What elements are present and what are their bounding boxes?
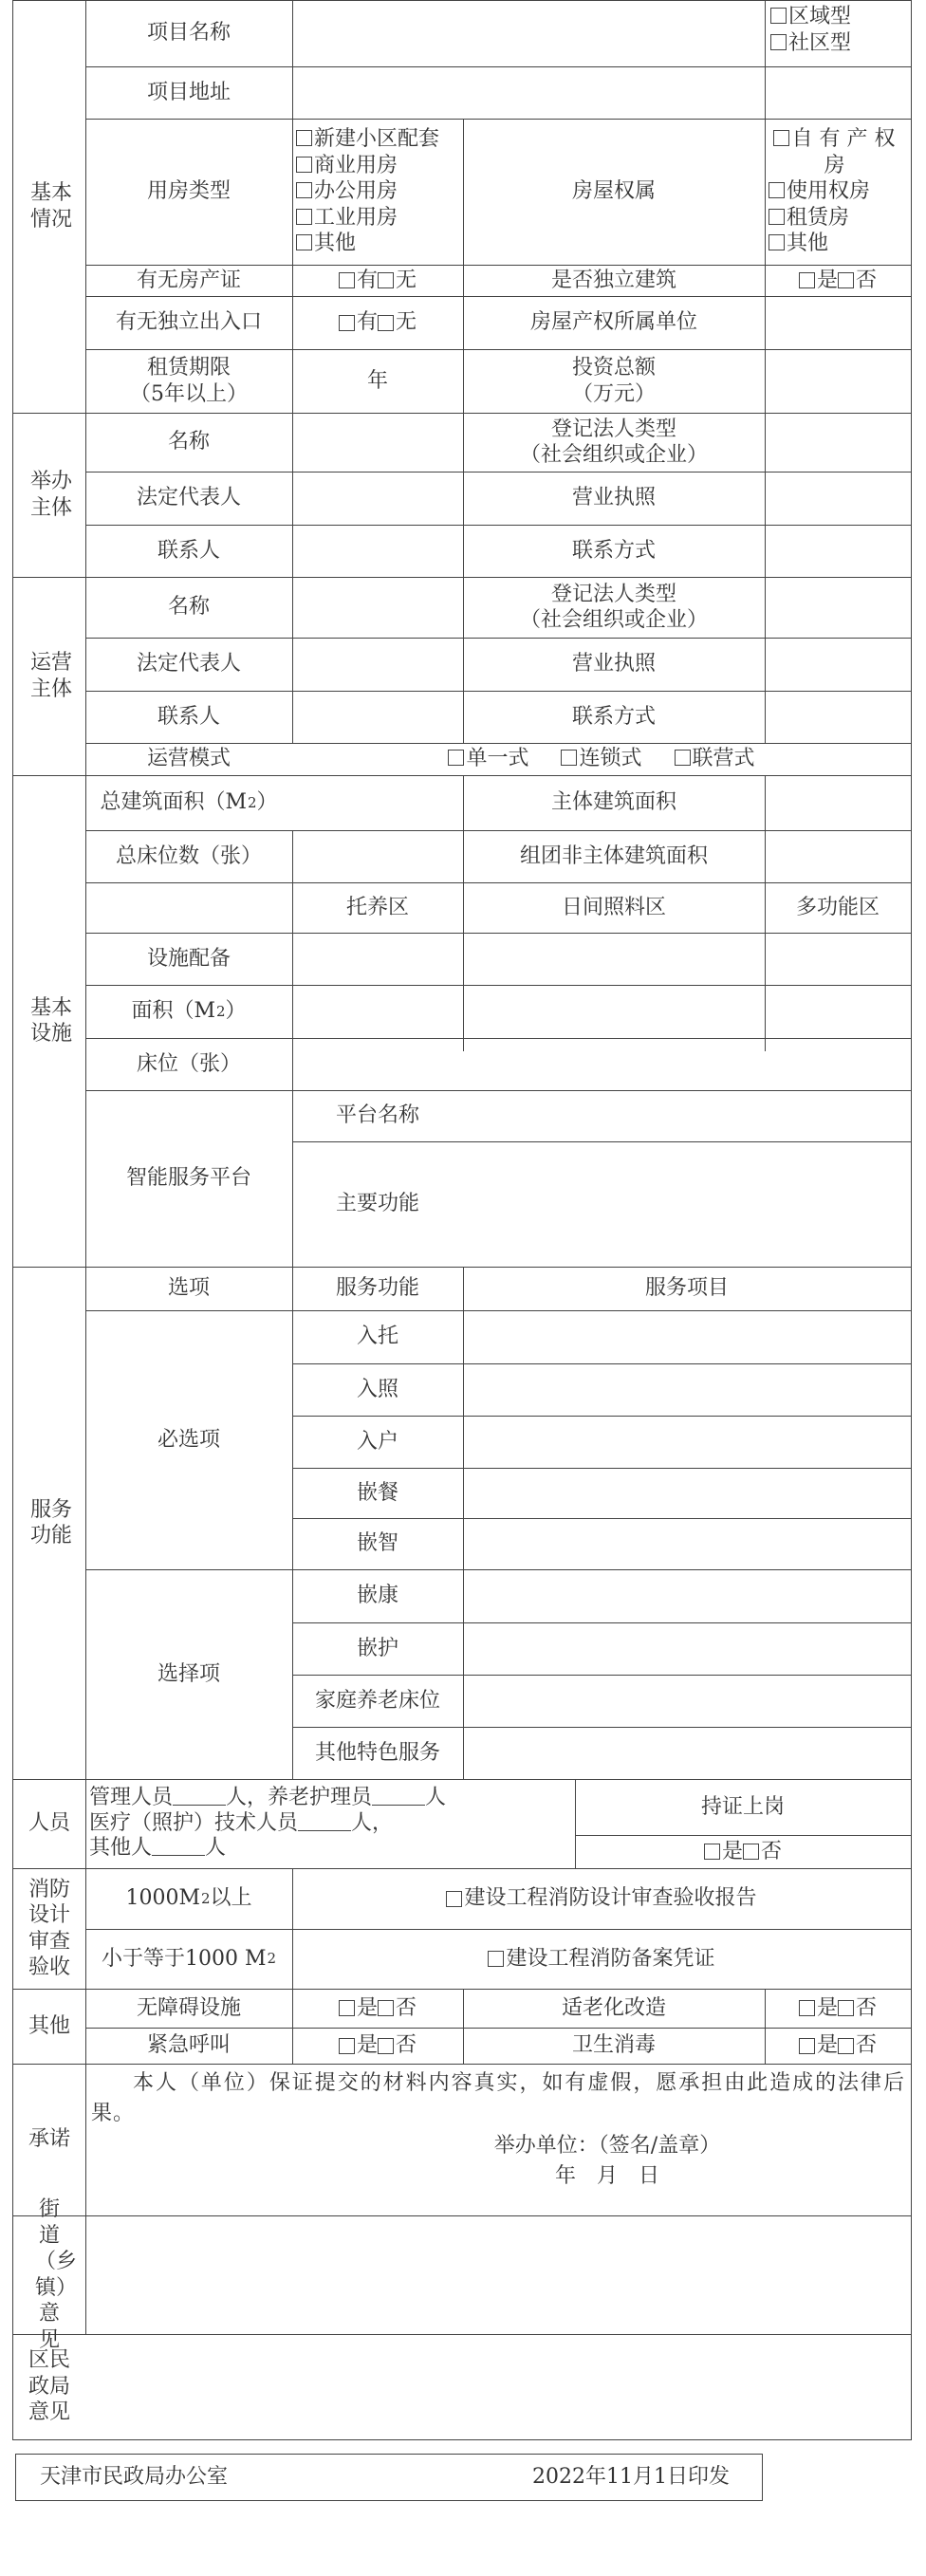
sanitation-options[interactable]: 是 否 (765, 2028, 911, 2064)
table-border-left (12, 0, 13, 2440)
checkbox-icon[interactable] (773, 130, 789, 146)
total-beds-value[interactable] (292, 830, 463, 882)
header-service-function: 服务功能 (335, 1276, 419, 1301)
option-property-use[interactable]: 使用权房 (769, 178, 870, 205)
option-regional[interactable]: 区域型 (770, 4, 851, 30)
project-address-value[interactable] (292, 66, 911, 119)
header-care-area: 托养区 (345, 895, 409, 919)
barrier-free-options[interactable]: 是 否 (292, 1989, 463, 2028)
sponsor-legal-rep-value[interactable] (292, 472, 463, 525)
street-opinion-field[interactable] (87, 2217, 909, 2332)
personnel-line-1: 管理人员 人，养老护理员 人 (89, 1785, 447, 1809)
section-personnel: 人员 (28, 1811, 70, 1836)
label-has-cert: 有无房产证 (136, 268, 241, 292)
option-housing-commercial[interactable]: 商业用房 (296, 153, 398, 179)
checkbox-icon[interactable] (838, 272, 854, 288)
option-housing-office[interactable]: 办公用房 (296, 178, 398, 205)
label-barrier-free: 无障碍设施 (136, 1995, 241, 2020)
header-service-item: 服务项目 (644, 1276, 729, 1301)
sponsor-license-value[interactable] (765, 472, 911, 525)
checkbox-icon[interactable] (296, 182, 312, 198)
commitment-date: 年 月 日 (554, 2164, 659, 2189)
operator-legal-type-value[interactable] (765, 577, 911, 638)
operator-license-value[interactable] (765, 638, 911, 691)
commitment-signature: 举办单位：（签名/盖章） (493, 2134, 721, 2159)
section-street-opinion: 街道（乡镇）意见 (35, 2197, 78, 2352)
label-independent-building: 是否独立建筑 (550, 268, 676, 292)
bureau-opinion-field[interactable] (87, 2336, 909, 2438)
checkbox-icon[interactable] (769, 234, 785, 250)
service-required-2: 入照 (356, 1377, 398, 1401)
section-other: 其他 (28, 2013, 70, 2038)
label-has-entrance: 有无独立出入口 (115, 310, 262, 335)
table-border-right (911, 0, 912, 2440)
label-operator-legal-rep: 法定代表人 (136, 652, 241, 676)
header-option: 选项 (167, 1276, 210, 1301)
operator-contact-method-value[interactable] (765, 691, 911, 743)
label-operator-contact-method: 联系方式 (571, 704, 656, 729)
checkbox-icon[interactable] (769, 209, 785, 225)
sponsor-legal-type-value[interactable] (765, 413, 911, 472)
independent-building-options[interactable]: 是 否 (765, 265, 911, 296)
section-fire: 消防设计审查验收 (28, 1877, 70, 1979)
checkbox-icon[interactable] (378, 315, 394, 331)
label-investment: 投资总额 （万元） (571, 356, 656, 406)
service-required-4: 嵌餐 (356, 1480, 398, 1505)
label-project-address: 项目地址 (146, 80, 231, 104)
investment-value[interactable] (765, 349, 911, 413)
sponsor-contact-value[interactable] (292, 525, 463, 577)
label-equipment: 设施配备 (146, 946, 231, 971)
aging-renovation-options[interactable]: 是 否 (765, 1989, 911, 2028)
checkbox-icon[interactable] (704, 1844, 720, 1860)
checkbox-icon[interactable] (378, 272, 394, 288)
property-right-options[interactable] (769, 119, 909, 265)
header-multi-function-area: 多功能区 (795, 895, 880, 919)
checkbox-icon[interactable] (448, 750, 464, 766)
service-required-5: 嵌智 (356, 1531, 398, 1556)
option-fire-acceptance-report[interactable]: 建设工程消防设计审查验收报告 (292, 1868, 911, 1929)
footer-office: 天津市民政局办公室 (40, 2465, 229, 2490)
checkbox-icon[interactable] (339, 272, 355, 288)
option-housing-other[interactable]: 其他 (296, 231, 356, 257)
label-main-function: 主要功能 (335, 1192, 419, 1216)
has-cert-options[interactable]: 有 无 (292, 265, 463, 296)
label-sponsor-contact-method: 联系方式 (571, 538, 656, 563)
label-sponsor-name: 名称 (167, 430, 210, 454)
medical-count-blank[interactable] (298, 1813, 351, 1831)
option-housing-new-community[interactable]: 新建小区配套 (296, 126, 439, 153)
label-under-1000: 小于等于1000 M 2 (101, 1946, 277, 1971)
section-basic-info: 基本情况 (29, 181, 72, 232)
checkbox-icon[interactable] (561, 750, 577, 766)
section-sponsor: 举办主体 (29, 470, 72, 520)
certified-options[interactable]: 是 否 (575, 1835, 911, 1868)
grid-line (12, 2064, 912, 2065)
service-optional-1: 嵌康 (356, 1584, 398, 1608)
label-sponsor-legal-rep: 法定代表人 (136, 486, 241, 510)
checkbox-icon[interactable] (378, 2000, 394, 2016)
label-operator-legal-type: 登记法人类型 （社会组织或企业） (519, 582, 708, 632)
option-chain-mode[interactable]: 连锁式 (561, 746, 641, 772)
operator-name-value[interactable] (292, 577, 463, 638)
checkbox-icon[interactable] (339, 315, 355, 331)
label-total-area: 总建筑面积（M 2 ） (100, 790, 278, 815)
label-platform-name: 平台名称 (335, 1103, 419, 1128)
label-operator-name: 名称 (167, 595, 210, 620)
option-community[interactable]: 社区型 (770, 30, 851, 57)
checkbox-icon[interactable] (769, 182, 785, 198)
label-required: 必选项 (157, 1427, 220, 1452)
checkbox-icon[interactable] (488, 1951, 504, 1967)
label-property-right: 房屋权属 (571, 179, 656, 204)
checkbox-community[interactable] (770, 34, 787, 50)
option-property-other[interactable]: 其他 (769, 231, 828, 257)
checkbox-icon[interactable] (799, 2000, 815, 2016)
checkbox-icon[interactable] (838, 2038, 854, 2054)
grid-line (463, 1267, 464, 1780)
checkbox-icon[interactable] (378, 2038, 394, 2054)
label-operator-contact: 联系人 (157, 704, 220, 729)
label-beds: 床位（张） (136, 1051, 241, 1076)
section-bureau-opinion: 区民政局意见 (28, 2348, 70, 2425)
project-name-value[interactable] (292, 0, 765, 66)
section-commitment: 承诺 (28, 2127, 70, 2152)
checkbox-icon[interactable] (296, 130, 312, 146)
table-border-bottom (12, 2439, 912, 2440)
label-optional: 选择项 (157, 1661, 220, 1686)
label-project-name: 项目名称 (146, 21, 231, 46)
label-lease-term: 租赁期限 （5年以上） (130, 356, 248, 406)
commitment-text: 本人（单位）保证提交的材料内容真实，如有虚假，愿承担由此造成的法律后果。 (91, 2071, 905, 2125)
owner-unit-value[interactable] (765, 296, 911, 349)
has-entrance-options[interactable]: 有 无 (292, 296, 463, 349)
label-main-area: 主体建筑面积 (550, 790, 676, 815)
group-area-value[interactable] (765, 830, 911, 882)
project-type-options[interactable] (770, 4, 908, 63)
label-housing-type: 用房类型 (146, 179, 231, 204)
checkbox-icon[interactable] (296, 234, 312, 250)
lease-term-value[interactable]: 年 (366, 368, 388, 393)
service-required-3: 入户 (356, 1429, 398, 1454)
main-area-value[interactable] (765, 775, 911, 830)
label-smart-platform: 智能服务平台 (125, 1166, 251, 1191)
label-sponsor-contact: 联系人 (157, 538, 220, 563)
header-day-care-area: 日间照料区 (561, 895, 666, 919)
service-optional-3: 家庭养老床位 (314, 1688, 440, 1713)
label-emergency-call: 紧急呼叫 (146, 2033, 231, 2058)
section-facilities: 基本设施 (29, 995, 72, 1046)
checkbox-icon[interactable] (446, 1891, 462, 1907)
section-services: 服务功能 (29, 1497, 72, 1547)
label-area: 面积（M 2 ） (131, 999, 247, 1024)
operator-legal-rep-value[interactable] (292, 638, 463, 691)
checkbox-icon[interactable] (743, 1844, 759, 1860)
label-certified: 持证上岗 (700, 1794, 785, 1819)
operation-mode-options[interactable] (292, 743, 911, 775)
section-operator: 运营主体 (29, 651, 72, 701)
checkbox-icon[interactable] (799, 2038, 815, 2054)
operator-contact-value[interactable] (292, 691, 463, 743)
main-function-value[interactable] (463, 1141, 911, 1267)
label-group-area: 组团非主体建筑面积 (519, 843, 708, 868)
label-aging-renovation: 适老化改造 (561, 1995, 666, 2020)
label-sponsor-legal-type: 登记法人类型 （社会组织或企业） (519, 417, 708, 467)
label-total-beds: 总床位数（张） (115, 843, 262, 868)
checkbox-icon[interactable] (675, 750, 691, 766)
other-count-blank[interactable] (152, 1838, 205, 1856)
service-optional-4: 其他特色服务 (314, 1740, 440, 1765)
checkbox-icon[interactable] (296, 209, 312, 225)
option-property-lease[interactable]: 租赁房 (769, 205, 849, 232)
service-required-1: 入托 (356, 1325, 398, 1349)
personnel-line-3: 其他人 人 (89, 1836, 227, 1861)
personnel-counts[interactable] (89, 1781, 573, 1866)
checkbox-regional[interactable] (770, 8, 787, 24)
checkbox-icon[interactable] (296, 157, 312, 173)
option-fire-filing-certificate[interactable]: 建设工程消防备案凭证 (292, 1929, 911, 1989)
manager-count-blank[interactable] (173, 1788, 226, 1806)
caregiver-count-blank[interactable] (372, 1788, 425, 1806)
checkbox-icon[interactable] (339, 2038, 355, 2054)
option-property-own[interactable]: 自有产权房 (769, 126, 907, 178)
platform-name-value[interactable] (463, 1090, 911, 1141)
label-owner-unit: 房屋产权所属单位 (529, 310, 697, 335)
checkbox-icon[interactable] (339, 2000, 355, 2016)
emergency-call-options[interactable]: 是 否 (292, 2028, 463, 2064)
label-operation-mode: 运营模式 (146, 747, 231, 771)
sponsor-name-value[interactable] (292, 413, 463, 472)
housing-type-options[interactable] (296, 119, 463, 265)
total-area-value[interactable] (292, 775, 463, 830)
label-operator-license: 营业执照 (571, 652, 656, 676)
service-optional-2: 嵌护 (356, 1636, 398, 1660)
option-single-mode[interactable]: 单一式 (448, 746, 528, 772)
checkbox-icon[interactable] (799, 272, 815, 288)
option-housing-industrial[interactable]: 工业用房 (296, 205, 398, 232)
option-joint-mode[interactable]: 联营式 (675, 746, 755, 772)
footer-date: 2022年11月1日印发 (532, 2465, 730, 2490)
label-over-1000: 1000M 2 以上 (125, 1886, 252, 1911)
label-sponsor-license: 营业执照 (571, 486, 656, 510)
sponsor-contact-method-value[interactable] (765, 525, 911, 577)
label-sanitation: 卫生消毒 (571, 2033, 656, 2058)
personnel-line-2: 医疗（照护）技术人员 人， (89, 1810, 394, 1835)
checkbox-icon[interactable] (838, 2000, 854, 2016)
